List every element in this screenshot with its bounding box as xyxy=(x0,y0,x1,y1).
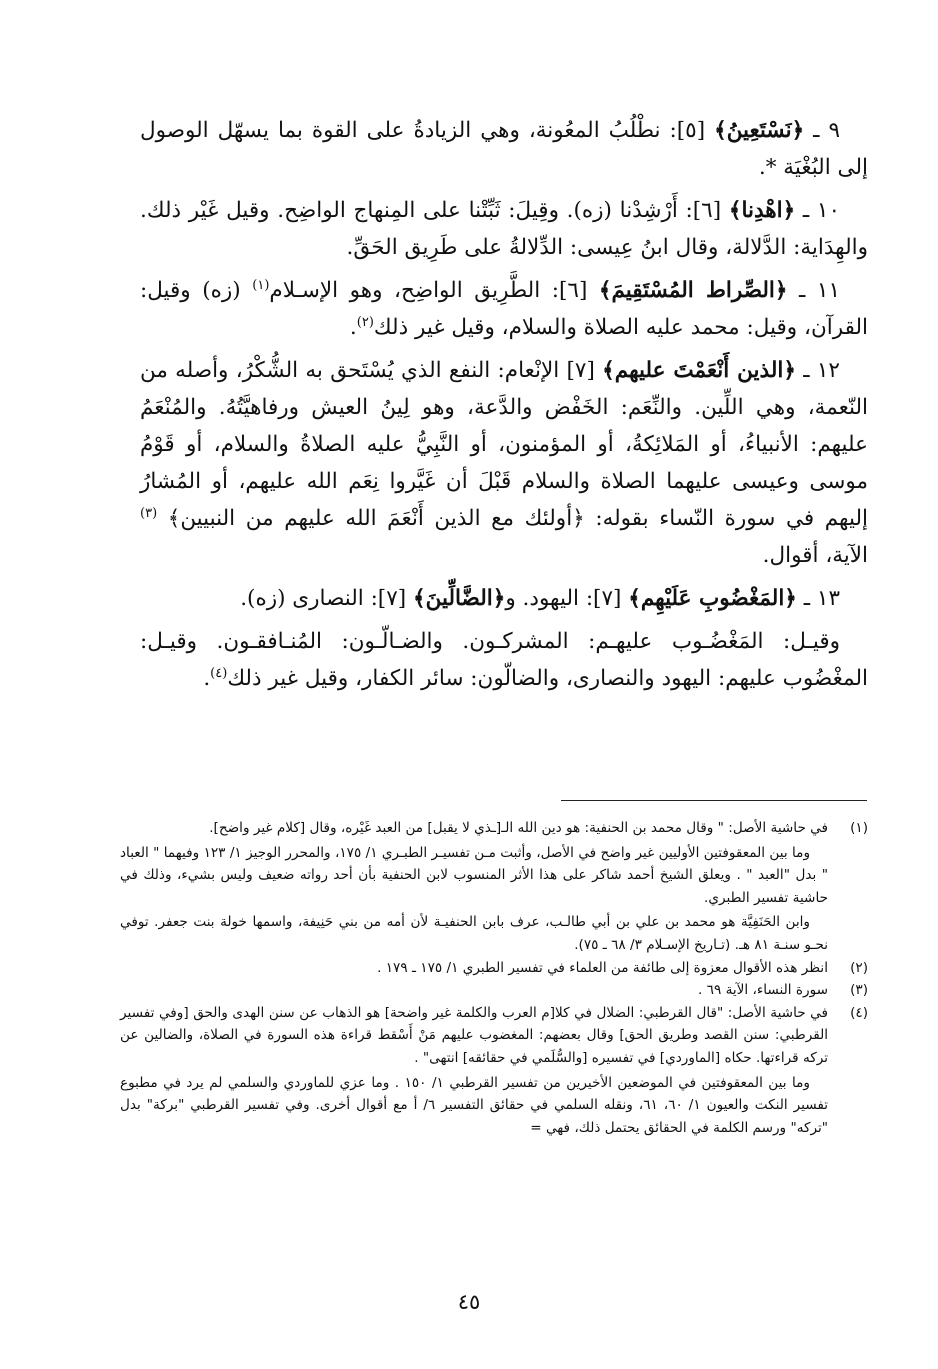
footnote-paragraph: وابن الحَنَفِيَّة هو محمد بن علي بن أبي طالـب، عرف بابن الحنفيـة لأن أمه من بني حَنِيفة، واسمها خولة بنت جعفر. توفي نحـو سنـة ٨١ هـ. (تـاريخ الإسـلام ٣/ ٦٨ ـ ٧٥). xyxy=(120,914,828,953)
entry-number: ١٠ ـ xyxy=(802,198,841,223)
footnote-4 xyxy=(120,1002,868,1140)
page-number: ٤٥ xyxy=(457,1290,481,1314)
entry-text: [٧] الإنْعام: النفع الذي يُسْتَحق به الشُّكْرُ، xyxy=(235,358,595,383)
footnote-paragraph: وما بين المعقوفتين الأوليين غير واضح في الأصل، وأثبت مـن تفسيـر الطبـري ١/ ١٧٥، والمحرر الوجيز ١/ ١٢٣ وفيهما " العباد " بدل "العبد " . ويعلق الشيخ أحمد شاكر على هذا الأثر المنسوب لابن الحنفية بأن أحد رواته ضعيف وليس بشيء، وذلك في حاشية تفسير الطبري. xyxy=(120,844,828,906)
footnote-2 xyxy=(120,957,868,980)
entry-text: وقيل: القرآن، وقيل: محمد عليه الصلاة والسلام، وقيل غير ذلك xyxy=(140,278,868,340)
entry-number: ١١ ـ xyxy=(799,278,841,303)
entry-text: المغْضُوب عليهم: اليهود والنصارى، والضالّون: سائر الكفار، وقيل غير ذلك xyxy=(227,666,868,691)
footnote-body xyxy=(120,1002,828,1140)
footnote-number: (١) xyxy=(850,820,868,836)
entry-text: (زه) xyxy=(202,278,241,303)
footnote-paragraph: في حاشية الأصل: "قال القرطبي: الضلال في كلا[م العرب والكلمة غير واضحة] هو الذهاب عن سنن الهدى والحق [وفي تفسير القرطبي: سنن القصد وطريق الحق] وقال بعضهم: المغضوب عليهم مَنْ أَسْقط قراءة هذه السورة في الصلاة، والضالين عن تركه قراءتها. حكاه [الماوردي] في تفسيره [والسُّلَمي في حقائقه] انتهى" . xyxy=(120,1004,828,1066)
quran-term: ﴿الضَّالِّينَ﴾ xyxy=(413,586,506,611)
quran-term: ﴿المَغْضُوبِ عَلَيْهِم﴾ xyxy=(628,586,797,611)
main-text xyxy=(140,112,868,697)
entry-text: [٥]: نطْلُبُ المعُونة، وهي الزيادةُ على القوة بما يسهّل xyxy=(217,118,706,143)
footnote-paragraph: في حاشية الأصل: " وقال محمد بن الحنفية: هو دين الله الـ[ـذي لا يقبل] من العبد غَيْره، وقال [كلام غير واضح]. xyxy=(209,820,828,836)
footnote-paragraph: سورة النساء، الآية ٦٩ . xyxy=(698,982,828,999)
footnote-ref: (١) xyxy=(252,277,270,293)
entry-text: والمُنْعَمُ عليهم: الأنبياءُ، أو المَلائِكةُ، أو المؤمنون، أو النَّبِيُّ عليه الصلاةُ والسلام، xyxy=(140,395,868,457)
footnote-paragraph: انظر هذه الأقوال معزوة إلى طائفة من العلماء في تفسير الطبري ١/ ١٧٥ ـ ١٧٩ . xyxy=(377,959,828,976)
footnote-body xyxy=(120,957,828,980)
entry-text: إليهم في سورة النّساء بقوله: ﴿أولئك مع الذين أَنْعَمَ الله عليهم من النبيين﴾ xyxy=(167,506,868,531)
entry-text: . xyxy=(349,315,357,340)
footnote-ref: (٢) xyxy=(356,314,374,330)
entry-13 xyxy=(140,580,868,617)
quran-term: ﴿الذين أَنْعَمْتَ عليهم﴾ xyxy=(602,358,796,383)
entry-text: [٧]: اليهود. و xyxy=(505,586,622,611)
footnote-ref: (٣) xyxy=(140,505,158,521)
entry-text: [٧]: النصارى (زه). xyxy=(240,586,407,611)
entry-text: أو قَوْمُ موسى وعيسى عليهما الصلاة والسلام قَبْلَ أن غَيَّروا نِعَم الله عليهم، أو المُشارُ xyxy=(140,432,868,494)
quran-term: ﴿نَسْتَعِينُ﴾ xyxy=(714,118,805,143)
entry-text: . xyxy=(203,666,211,691)
footnotes xyxy=(120,817,868,1139)
entry-text: أقوال. xyxy=(762,543,819,568)
footnote-paragraph: وما بين المعقوفتين في الموضعين الأخيرين من تفسير القرطبي ١/ ١٥٠ . وما عزي للماوردي والسلمي لم يرد في مطبوع تفسير النكت والعيون ١/ ٦٠، ٦١، ونقله السلمي في حقائق التفسير ٦/ أ مع أقوال أخرى. وفي تفسير القرطبي "بركة" بدل "تركه" ورسم الكلمة في الحقائق يحتمل ذلك، فهي = xyxy=(120,1074,829,1136)
quran-term: ﴿الصِّراط المُسْتَقِيمَ﴾ xyxy=(598,278,788,303)
footnote-body xyxy=(120,817,828,957)
quran-term: ﴿اهْدِنا﴾ xyxy=(728,198,796,223)
entry-10 xyxy=(140,192,868,266)
entry-text: وأصله من النّعمة، وهي اللِّين. والنِّعَم: الخَفْض والدَّعة، وهو لِينُ العيش ورفاهيَّتُهُ. xyxy=(140,358,868,420)
footnote-number: (٣) xyxy=(850,982,868,999)
footnote-ref: (٤) xyxy=(210,665,228,681)
entry-11 xyxy=(140,272,868,346)
footnote-number: (٤) xyxy=(850,1004,868,1021)
entry-text: [٦]: أَرْشِدْنا (زه). وقِيلَ: ثَبِّتْنا على المِنهاج الواضِح. وقيل xyxy=(226,198,722,223)
footnote-3 xyxy=(120,979,868,1002)
footnote-number: (٢) xyxy=(850,959,868,976)
entry-text: [٦]: الطَّرِيق الواضِح، وهو الإسـلام xyxy=(269,278,588,303)
entry-13-continued xyxy=(140,623,868,697)
entry-text: الآية، xyxy=(825,543,868,568)
footnote-body xyxy=(120,979,828,1002)
entry-text: الوصول إلى البُغْيَة *. xyxy=(140,118,868,180)
entry-12 xyxy=(140,352,868,574)
footnote-separator xyxy=(561,800,867,801)
footnote-1 xyxy=(120,817,868,957)
entry-text: وقيـل: المَغْضُـوب عليهـم: المشركـون. والضـالّـون: المُنـافقـون. وقيـل: xyxy=(140,629,840,654)
entry-text: غَيْر ذلك. والهِدَاية: الدَّلالة، وقال ابنُ عِيسى: الدِّلالةُ على طَرِيق الحَقِّ. xyxy=(140,198,868,260)
entry-number: ٩ ـ xyxy=(813,118,840,143)
entry-number: ١٣ ـ xyxy=(803,586,840,611)
entry-number: ١٢ ـ xyxy=(803,358,840,383)
entry-9 xyxy=(140,112,868,186)
